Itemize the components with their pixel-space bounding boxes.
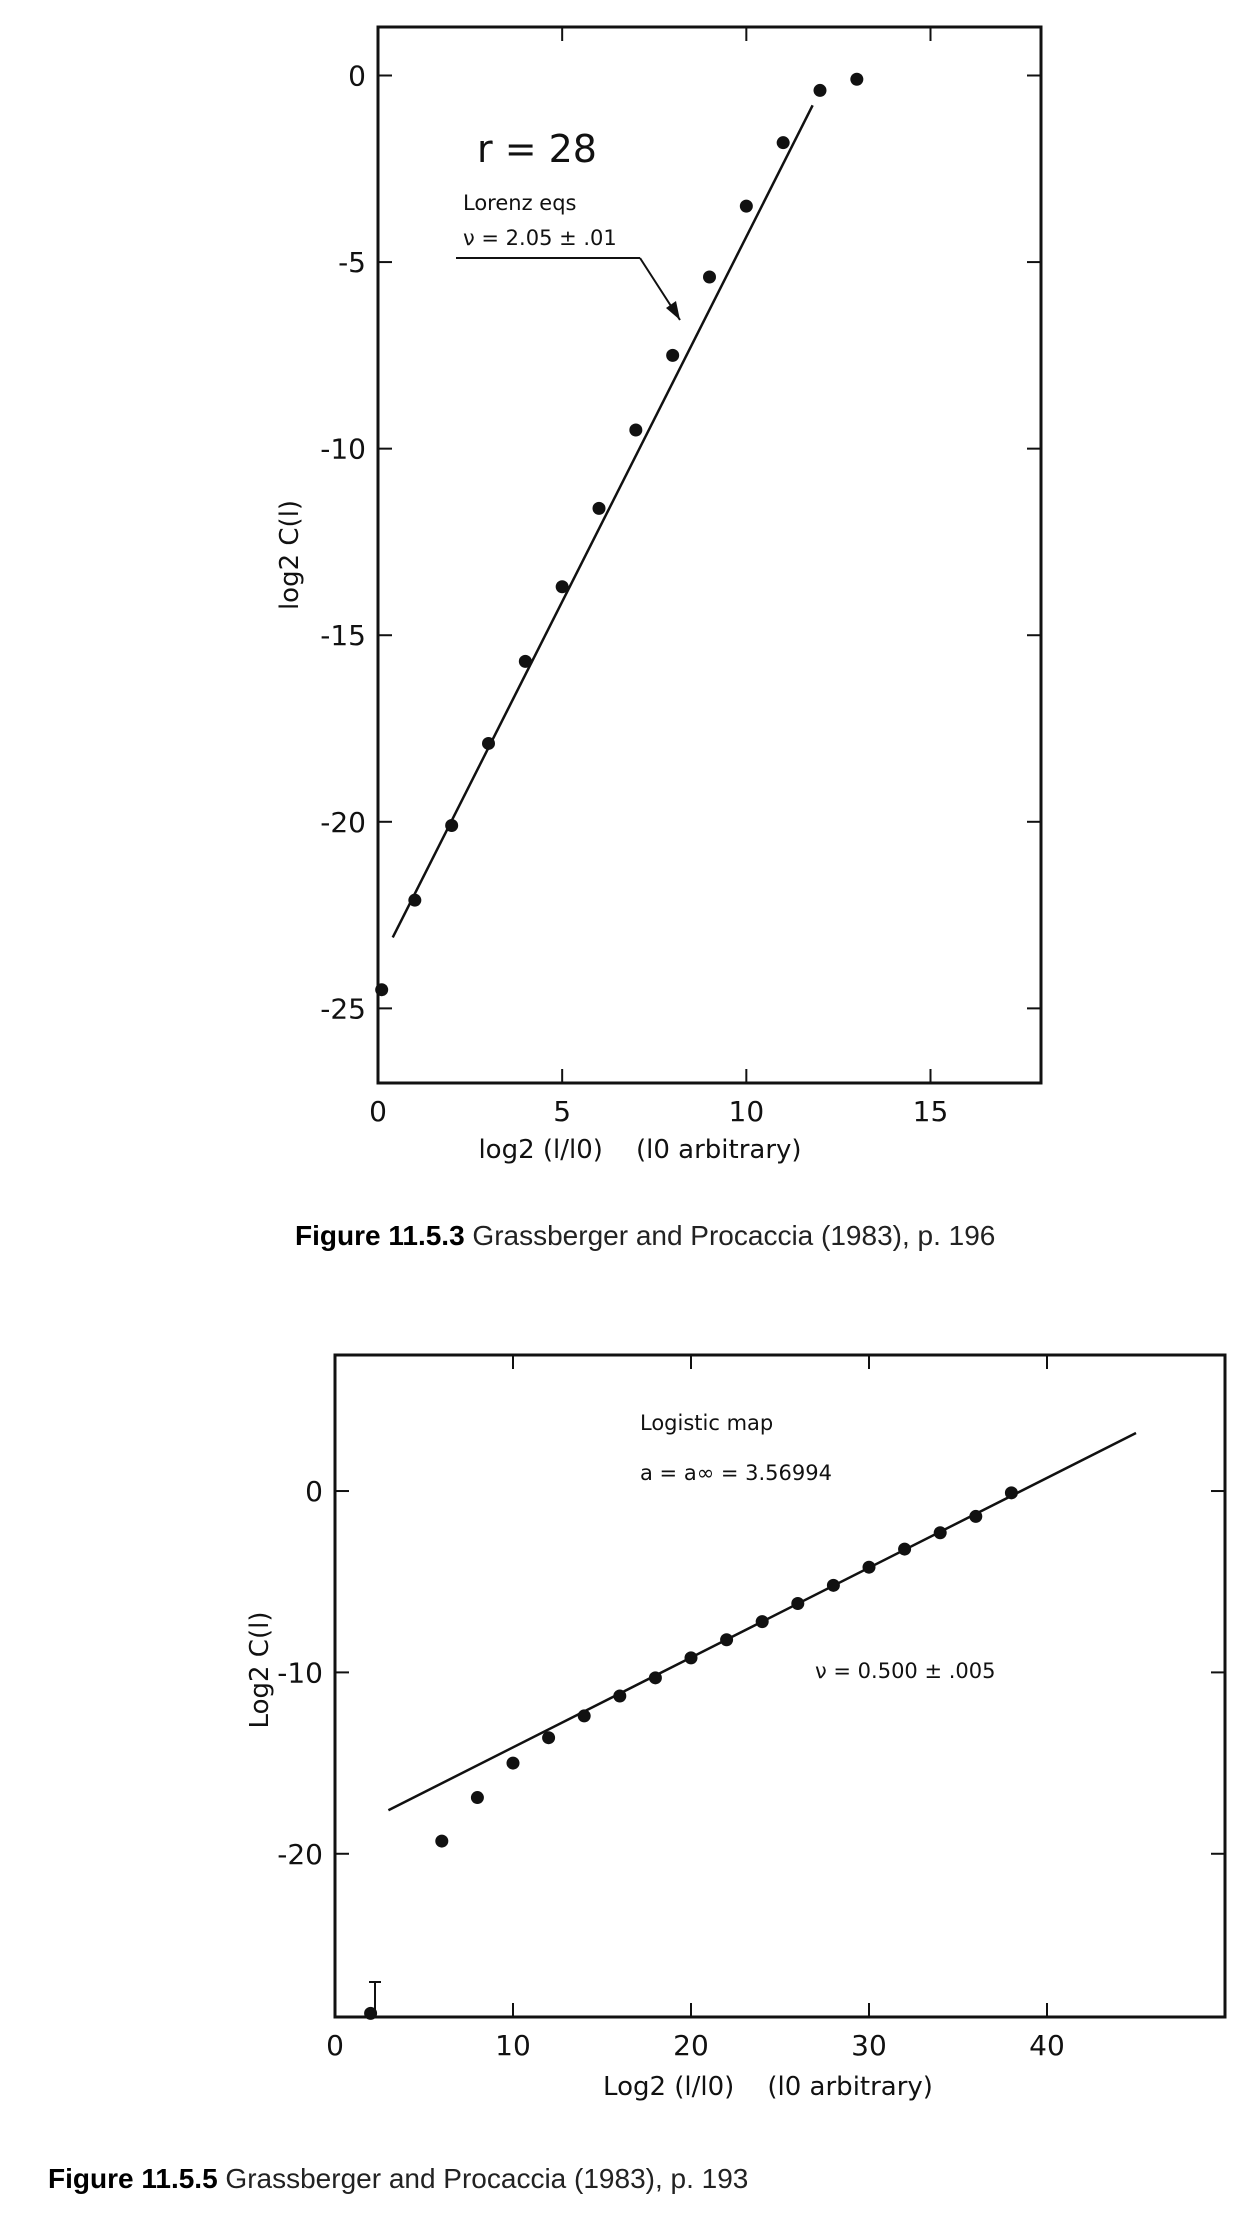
data-point [666,349,679,362]
data-point [814,84,827,97]
data-point [685,1651,698,1664]
data-point [593,502,606,515]
data-point [507,1757,520,1770]
data-point [435,1835,448,1848]
x-tick-label: 15 [912,1095,949,1128]
data-point [777,136,790,149]
y-tick-label: -10 [320,432,366,466]
data-point [740,200,753,213]
annotation-arrowhead [666,301,680,320]
data-point [850,73,863,86]
caption-text: Grassberger and Procaccia (1983), p. 196 [472,1220,996,1251]
data-point [934,1526,947,1539]
figure-logistic [0,1300,1247,2214]
y-axis-label: Log2 C(l) [245,1611,275,1729]
x-tick-label: 0 [326,2029,344,2062]
data-point [898,1543,911,1556]
y-tick-label: -20 [320,805,366,839]
y-tick-label: 0 [305,1475,323,1509]
y-tick-label: -20 [277,1837,323,1871]
x-axis-label: Log2 (l/l0) (l0 arbitrary) [603,2072,933,2102]
data-point [471,1791,484,1804]
y-axis-label: log2 C(l) [275,499,305,611]
plot-frame [378,27,1041,1083]
annotation-a: a = a∞ = 3.56994 [640,1461,832,1485]
data-point [613,1689,626,1702]
x-tick-label: 30 [851,2029,887,2062]
x-tick-label: 20 [673,2029,709,2062]
data-point [756,1615,769,1628]
data-point [629,423,642,436]
data-point [519,655,532,668]
figure-caption [295,1220,995,1252]
y-tick-label: 0 [348,59,366,93]
figure-number: Figure 11.5.5 [48,2163,218,2194]
data-point [408,894,421,907]
figure-number: Figure 11.5.3 [295,1220,465,1251]
y-tick-label: -15 [320,619,366,653]
caption-text: Grassberger and Procaccia (1983), p. 193 [225,2163,749,2194]
data-point [578,1709,591,1722]
annotation-nu: ν = 0.500 ± .005 [815,1659,996,1683]
data-point [863,1561,876,1574]
data-point [482,737,495,750]
figure-caption [48,2163,748,2195]
data-point [556,580,569,593]
data-point [445,819,458,832]
x-tick-label: 10 [495,2029,531,2062]
x-tick-label: 10 [728,1095,765,1128]
data-point [703,271,716,284]
y-tick-label: -25 [320,992,366,1026]
logistic-chart [0,1300,1247,2214]
x-tick-label: 40 [1029,2029,1065,2062]
x-tick-label: 0 [369,1095,387,1128]
x-axis-label: log2 (l/l0) (l0 arbitrary) [478,1135,802,1165]
data-point [969,1510,982,1523]
data-point [827,1579,840,1592]
data-point [1005,1486,1018,1499]
annotation-logistic: Logistic map [640,1411,774,1435]
data-point [791,1597,804,1610]
data-point [542,1731,555,1744]
y-tick-label: -10 [277,1656,323,1690]
annotation-nu: ν = 2.05 ± .01 [463,226,617,250]
x-tick-label: 5 [553,1095,572,1128]
data-point [649,1671,662,1684]
y-tick-label: -5 [338,246,366,280]
annotation-r: r = 28 [477,127,597,171]
annotation-lorenz: Lorenz eqs [463,191,577,215]
data-point [375,983,388,996]
data-point [720,1633,733,1646]
